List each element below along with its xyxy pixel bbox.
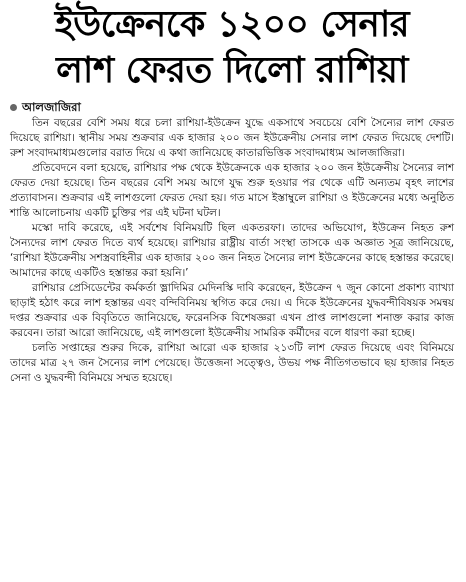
paragraph-5: চলতি সপ্তাহের শুরুর দিকে, রাশিয়া আরো এক হাজার ২১৩টি লাশ ফেরত দিয়েছে এবং বিনিময়ে তাদের মাত্র ২৭ জন সৈন্যের লাশ পেয়েছে। উত্তেজনা সত্ত্বেও, উভয় পক্ষ নীতিগতভাবে ছয় হাজার নিহত সেনা ও যুদ্ধবন্দী বিনিময়ে সম্মত হয়েছে। bbox=[10, 342, 454, 384]
bullet-icon bbox=[10, 104, 17, 111]
source-name: আলজাজিরা bbox=[22, 100, 81, 114]
paragraph-4: রাশিয়ার প্রেসিডেন্টের কর্মকর্তা ভ্লাদিমির মেদিনস্কি দাবি করেছেন, ইউক্রেন ৭ জুন কোনো প্রকাশ্য ব্যাখ্যা ছাড়াই হঠাৎ করে লাশ হস্তান্তর এবং বন্দিবিনিময় স্থগিত করে দেয়। এ দিকে ইউক্রেনের যুদ্ধবন্দীবিষয়ক সমন্বয় দপ্তর শুক্রবার এক বিবৃতিতে জানিয়েছে, ফরেনসিক বিশেষজ্ঞরা এখন প্রাপ্ত লাশগুলো শনাক্ত করার কাজ করবেন। তারা আরো জানিয়েছে, এই লাশগুলো ইউক্রেনীয় সামরিক কর্মীদের বলে ধারণা করা হচ্ছে। bbox=[10, 282, 454, 339]
paragraph-3: মস্কো দাবি করেছে, এই সর্বশেষ বিনিময়টি ছিল একতরফা। তাদের অভিযোগ, ইউক্রেন নিহত রুশ সৈন্যদের লাশ ফেরত দিতে ব্যর্থ হয়েছে। রাশিয়ার রাষ্ট্রীয় বার্তা সংস্থা তাসকে এক অজ্ঞাত সূত্র জানিয়েছে, ‘রাশিয়া ইউক্রেনীয় সশস্ত্রবাহিনীর এক হাজার ২০০ জন নিহত সৈন্যের লাশ ইউক্রেনের কাছে হস্তান্তর করেছে। আমাদের কাছে একটিও হস্তান্তর করা হয়নি।’ bbox=[10, 222, 454, 279]
headline-line-2: লাশ ফেরত দিলো রাশিয়া bbox=[56, 50, 408, 91]
source-byline bbox=[10, 100, 454, 114]
paragraph-1: তিন বছরের বেশি সময় ধরে চলা রাশিয়া-ইউক্রেন যুদ্ধে একসাথে সবচেয়ে বেশি সৈন্যের লাশ ফেরত দিয়েছে রাশিয়া। স্থানীয় সময় শুক্রবার এক হাজার ২০০ জন ইউক্রেনীয় সেনার লাশ ফেরত দিয়েছে দেশটি। রুশ সংবাদমাধ্যমগুলোর বরাত দিয়ে এ কথা জানিয়েছে কাতারভিত্তিক সংবাদমাধ্যম আলজাজিরা। bbox=[10, 117, 454, 159]
article-body bbox=[10, 116, 454, 386]
paragraph-2: প্রতিবেদনে বলা হয়েছে, রাশিয়ার পক্ষ থেকে ইউক্রেনকে এক হাজার ২০০ জন ইউক্রেনীয় সৈন্যের লাশ ফেরত দেয়া হয়েছে। তিন বছরের বেশি সময় আগে যুদ্ধ শুরু হওয়ার পর থেকে এটি অন্যতম বৃহৎ লাশের প্রত্যাবাসন। শুক্রবার এই লাশগুলো ফেরত দেয়া হয়। গত মাসে ইস্তাম্বুলে রাশিয়া ও ইউক্রেনের মধ্যে অনুষ্ঠিত শান্তি আলোচনায় একটি চুক্তির পর এই ঘটনা ঘটল। bbox=[10, 162, 454, 219]
headline-line-1: ইউক্রেনকে ১২০০ সেনার bbox=[54, 4, 410, 45]
headline bbox=[10, 0, 454, 94]
